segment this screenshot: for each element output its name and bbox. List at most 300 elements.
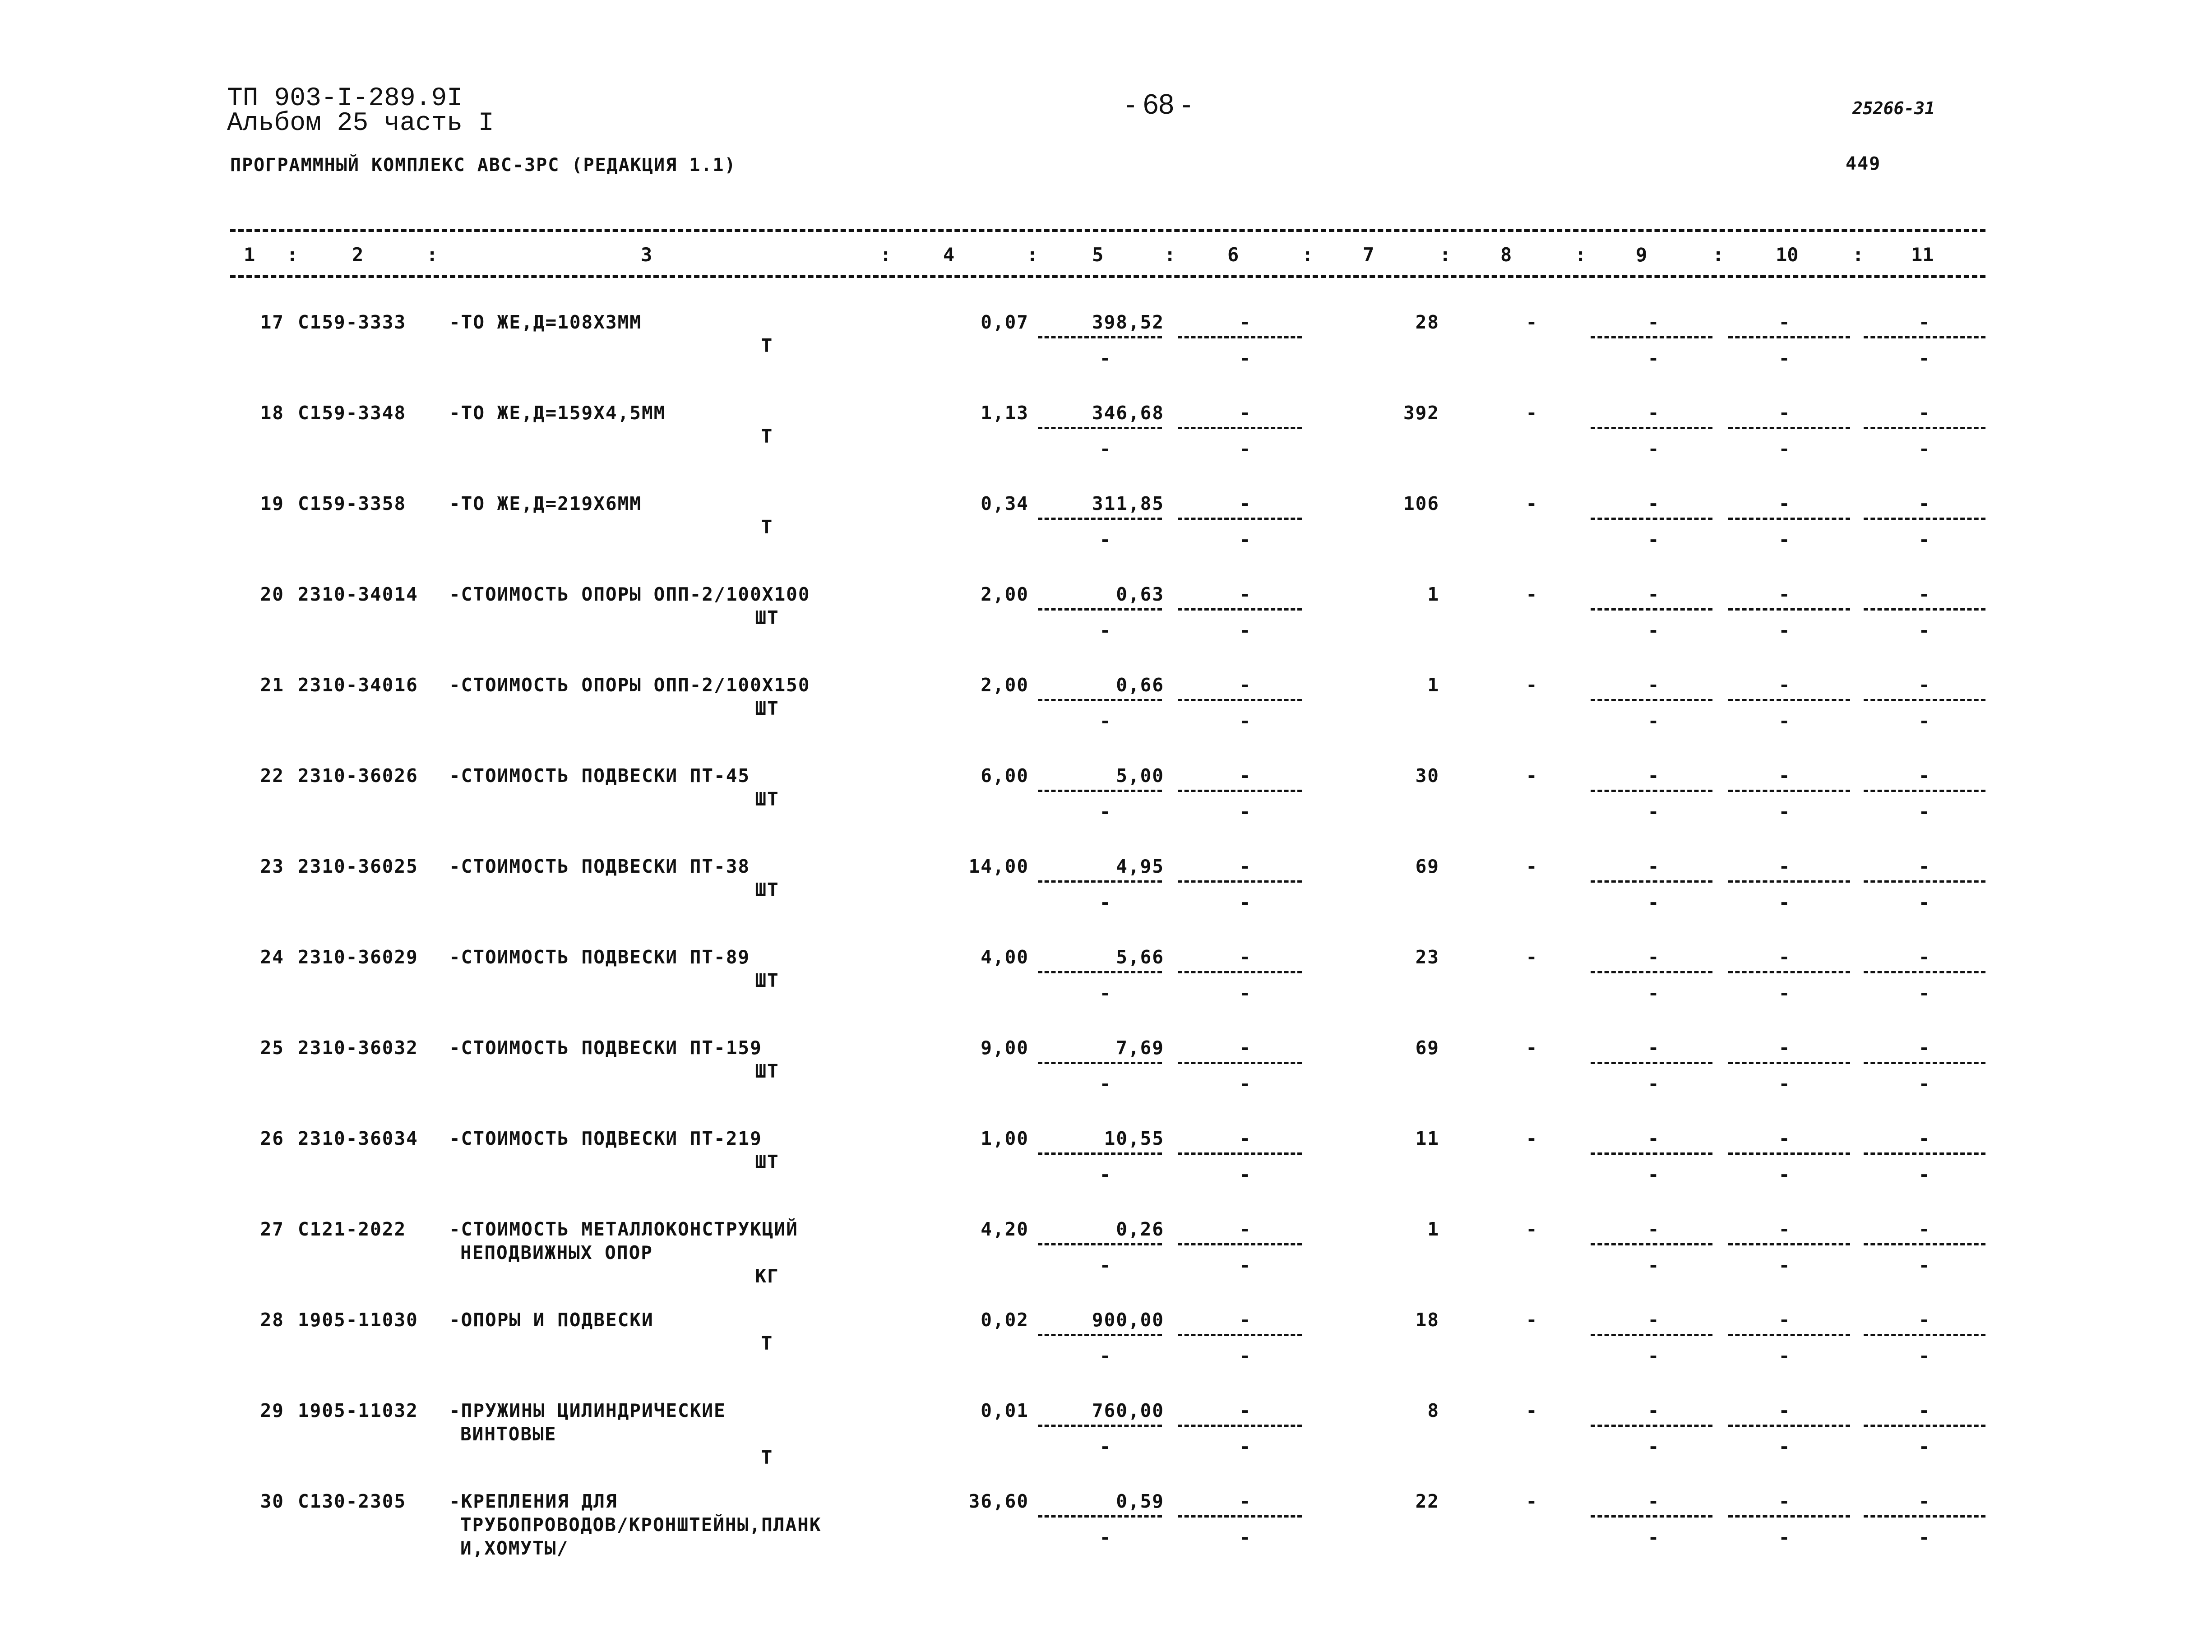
col-6-lower-value: - — [1239, 620, 1252, 641]
col-lower-value: - — [1918, 1073, 1931, 1095]
col-6-value: - — [1239, 583, 1252, 605]
col-value: - — [1647, 856, 1660, 877]
unit-price: 4,95 — [1116, 856, 1164, 877]
unit-price: 0,66 — [1116, 674, 1164, 696]
cell-divider-line — [1038, 336, 1162, 338]
unit-price: 346,68 — [1092, 402, 1164, 424]
col-7-value: 18 — [1415, 1309, 1439, 1331]
col-7-value: 69 — [1415, 1037, 1439, 1059]
col-7-value: 1 — [1427, 1218, 1439, 1240]
col-5-lower-value: - — [1099, 1164, 1112, 1185]
unit-of-measure: Т — [761, 1333, 773, 1354]
col-7-value: 69 — [1415, 856, 1439, 877]
column-separator: : — [1852, 244, 1864, 266]
cell-divider-line — [1178, 880, 1302, 883]
col-8-value: - — [1526, 493, 1538, 514]
unit-price: 311,85 — [1092, 493, 1164, 514]
col-lower-value: - — [1918, 620, 1931, 641]
col-lower-value: - — [1778, 620, 1791, 641]
cell-divider-line — [1038, 880, 1162, 883]
resource-description: -СТОИМОСТЬ ПОДВЕСКИ ПТ-219 — [449, 1128, 762, 1149]
resource-description: -СТОИМОСТЬ ПОДВЕСКИ ПТ-159 — [449, 1037, 762, 1059]
col-value: - — [1918, 1309, 1931, 1331]
col-5-lower-value: - — [1099, 892, 1112, 913]
col-6-value: - — [1239, 1218, 1252, 1240]
col-value: - — [1918, 1128, 1931, 1149]
cell-divider-line — [1038, 608, 1162, 611]
unit-price: 760,00 — [1092, 1400, 1164, 1421]
row-number: 26 — [260, 1128, 284, 1149]
column-header-3: 3 — [641, 244, 652, 266]
col-value: - — [1918, 1218, 1931, 1240]
quantity: 0,02 — [981, 1309, 1029, 1331]
col-5-lower-value: - — [1099, 1073, 1112, 1095]
cell-divider-line — [1038, 1152, 1162, 1155]
cell-divider-line — [1728, 1425, 1850, 1427]
header-top-rule — [230, 229, 1985, 232]
col-value: - — [1647, 1037, 1660, 1059]
unit-price: 0,59 — [1116, 1490, 1164, 1512]
col-value: - — [1918, 946, 1931, 968]
unit-price: 398,52 — [1092, 311, 1164, 333]
col-lower-value: - — [1647, 892, 1660, 913]
resource-description: -СТОИМОСТЬ ПОДВЕСКИ ПТ-38 — [449, 856, 750, 877]
row-number: 20 — [260, 583, 284, 605]
resource-description: -ТО ЖЕ,Д=159Х4,5ММ — [449, 402, 666, 424]
unit-price: 0,26 — [1116, 1218, 1164, 1240]
row-number: 17 — [260, 311, 284, 333]
col-value: - — [1778, 1490, 1791, 1512]
row-number: 21 — [260, 674, 284, 696]
column-header-10: 10 — [1776, 244, 1799, 266]
cell-divider-line — [1864, 1152, 1985, 1155]
unit-of-measure: Т — [761, 516, 773, 538]
col-value: - — [1778, 583, 1791, 605]
col-lower-value: - — [1778, 1527, 1791, 1548]
unit-of-measure: Т — [761, 426, 773, 447]
cell-divider-line — [1728, 518, 1850, 520]
quantity: 1,13 — [981, 402, 1029, 424]
column-header-11: 11 — [1911, 244, 1934, 266]
table-row — [0, 1037, 2212, 1127]
resource-code: 1905-11030 — [298, 1309, 418, 1331]
col-lower-value: - — [1778, 1073, 1791, 1095]
cell-divider-line — [1038, 1425, 1162, 1427]
col-value: - — [1778, 674, 1791, 696]
col-5-lower-value: - — [1099, 801, 1112, 823]
quantity: 4,20 — [981, 1218, 1029, 1240]
col-value: - — [1647, 311, 1660, 333]
cell-divider-line — [1038, 699, 1162, 701]
col-lower-value: - — [1778, 710, 1791, 732]
quantity: 36,60 — [968, 1490, 1029, 1512]
col-7-value: 106 — [1403, 493, 1439, 514]
quantity: 1,00 — [981, 1128, 1029, 1149]
col-7-value: 1 — [1427, 583, 1439, 605]
col-6-value: - — [1239, 493, 1252, 514]
column-separator: : — [287, 244, 298, 266]
col-6-lower-value: - — [1239, 1345, 1252, 1367]
row-number: 30 — [260, 1490, 284, 1512]
cell-divider-line — [1591, 790, 1712, 792]
col-lower-value: - — [1918, 1436, 1931, 1458]
col-value: - — [1918, 1037, 1931, 1059]
cell-divider-line — [1728, 971, 1850, 973]
col-value: - — [1918, 1400, 1931, 1421]
col-lower-value: - — [1778, 438, 1791, 460]
column-separator: : — [1027, 244, 1038, 266]
col-7-value: 392 — [1403, 402, 1439, 424]
cell-divider-line — [1864, 1515, 1985, 1518]
col-lower-value: - — [1778, 982, 1791, 1004]
col-value: - — [1647, 1218, 1660, 1240]
col-6-value: - — [1239, 1309, 1252, 1331]
cell-divider-line — [1038, 971, 1162, 973]
document-code: ТП 903-I-289.9I — [227, 84, 463, 113]
unit-price: 5,66 — [1116, 946, 1164, 968]
cell-divider-line — [1038, 1243, 1162, 1245]
cell-divider-line — [1864, 699, 1985, 701]
col-6-lower-value: - — [1239, 710, 1252, 732]
quantity: 14,00 — [968, 856, 1029, 877]
quantity: 2,00 — [981, 674, 1029, 696]
resource-description: -ПРУЖИНЫ ЦИЛИНДРИЧЕСКИЕ — [449, 1400, 726, 1421]
cell-divider-line — [1178, 699, 1302, 701]
col-lower-value: - — [1778, 1164, 1791, 1185]
resource-description: НЕПОДВИЖНЫХ ОПОР — [460, 1242, 653, 1263]
col-value: - — [1918, 674, 1931, 696]
col-8-value: - — [1526, 765, 1538, 787]
cell-divider-line — [1591, 1243, 1712, 1245]
cell-divider-line — [1864, 1425, 1985, 1427]
page-number: - 68 - — [1126, 89, 1191, 120]
table-row — [0, 1218, 2212, 1309]
table-row — [0, 493, 2212, 583]
cell-divider-line — [1728, 790, 1850, 792]
col-lower-value: - — [1918, 801, 1931, 823]
resource-description: -СТОИМОСТЬ ОПОРЫ ОПП-2/100Х150 — [449, 674, 810, 696]
quantity: 0,01 — [981, 1400, 1029, 1421]
table-row — [0, 856, 2212, 946]
unit-price: 10,55 — [1104, 1128, 1164, 1149]
col-6-value: - — [1239, 1400, 1252, 1421]
col-lower-value: - — [1918, 1345, 1931, 1367]
col-5-lower-value: - — [1099, 1527, 1112, 1548]
column-header-7: 7 — [1363, 244, 1374, 266]
resource-code: С159-3348 — [298, 402, 407, 424]
col-lower-value: - — [1647, 1254, 1660, 1276]
cell-divider-line — [1728, 427, 1850, 429]
col-6-lower-value: - — [1239, 347, 1252, 369]
col-lower-value: - — [1918, 1164, 1931, 1185]
cell-divider-line — [1728, 1334, 1850, 1336]
col-value: - — [1647, 493, 1660, 514]
col-8-value: - — [1526, 946, 1538, 968]
cell-divider-line — [1038, 1515, 1162, 1518]
cell-divider-line — [1864, 971, 1985, 973]
table-row — [0, 311, 2212, 402]
table-row — [0, 765, 2212, 855]
col-value: - — [1778, 1037, 1791, 1059]
col-5-lower-value: - — [1099, 529, 1112, 551]
column-header-9: 9 — [1636, 244, 1647, 266]
cell-divider-line — [1728, 880, 1850, 883]
cell-divider-line — [1038, 1062, 1162, 1064]
table-row — [0, 946, 2212, 1037]
col-value: - — [1778, 1400, 1791, 1421]
cell-divider-line — [1591, 1515, 1712, 1518]
col-6-lower-value: - — [1239, 982, 1252, 1004]
col-lower-value: - — [1918, 892, 1931, 913]
col-6-value: - — [1239, 765, 1252, 787]
cell-divider-line — [1178, 1243, 1302, 1245]
col-5-lower-value: - — [1099, 1345, 1112, 1367]
col-lower-value: - — [1647, 438, 1660, 460]
unit-of-measure: ШТ — [755, 970, 779, 991]
col-7-value: 11 — [1415, 1128, 1439, 1149]
col-8-value: - — [1526, 1128, 1538, 1149]
resource-description: -СТОИМОСТЬ ОПОРЫ ОПП-2/100Х100 — [449, 583, 810, 605]
cell-divider-line — [1864, 427, 1985, 429]
col-8-value: - — [1526, 1309, 1538, 1331]
col-6-lower-value: - — [1239, 1254, 1252, 1276]
col-lower-value: - — [1647, 982, 1660, 1004]
resource-description: -ТО ЖЕ,Д=108Х3ММ — [449, 311, 642, 333]
col-lower-value: - — [1918, 1254, 1931, 1276]
col-lower-value: - — [1647, 1345, 1660, 1367]
column-separator: : — [1575, 244, 1587, 266]
col-5-lower-value: - — [1099, 438, 1112, 460]
resource-description: -ТО ЖЕ,Д=219Х6ММ — [449, 493, 642, 514]
unit-of-measure: ШТ — [755, 698, 779, 719]
col-7-value: 30 — [1415, 765, 1439, 787]
col-value: - — [1647, 1400, 1660, 1421]
cell-divider-line — [1728, 1152, 1850, 1155]
album-label: Альбом 25 часть I — [227, 109, 494, 138]
col-value: - — [1778, 1218, 1791, 1240]
quantity: 6,00 — [981, 765, 1029, 787]
resource-code: 2310-36025 — [298, 856, 418, 877]
col-value: - — [1918, 856, 1931, 877]
resource-code: С159-3333 — [298, 311, 407, 333]
unit-of-measure: ШТ — [755, 1060, 779, 1082]
row-number: 22 — [260, 765, 284, 787]
unit-price: 900,00 — [1092, 1309, 1164, 1331]
row-number: 27 — [260, 1218, 284, 1240]
column-separator: : — [1712, 244, 1724, 266]
cell-divider-line — [1864, 336, 1985, 338]
col-lower-value: - — [1647, 1164, 1660, 1185]
col-value: - — [1918, 765, 1931, 787]
col-value: - — [1647, 765, 1660, 787]
program-title: ПРОГРАММНЫЙ КОМПЛЕКС АВС-3РС (РЕДАКЦИЯ 1.1) — [230, 155, 736, 176]
col-lower-value: - — [1647, 1073, 1660, 1095]
col-8-value: - — [1526, 674, 1538, 696]
row-number: 23 — [260, 856, 284, 877]
resource-description: И,ХОМУТЫ/ — [460, 1537, 569, 1559]
col-6-lower-value: - — [1239, 1527, 1252, 1548]
column-header-6: 6 — [1227, 244, 1239, 266]
resource-description: ТРУБОПРОВОДОВ/КРОНШТЕЙНЫ,ПЛАНК — [460, 1514, 822, 1536]
col-5-lower-value: - — [1099, 710, 1112, 732]
unit-price: 0,63 — [1116, 583, 1164, 605]
col-value: - — [1778, 1128, 1791, 1149]
col-lower-value: - — [1647, 1436, 1660, 1458]
col-value: - — [1647, 1309, 1660, 1331]
resource-code: 2310-36026 — [298, 765, 418, 787]
col-lower-value: - — [1647, 710, 1660, 732]
unit-price: 7,69 — [1116, 1037, 1164, 1059]
table-row — [0, 583, 2212, 674]
resource-description: -ОПОРЫ И ПОДВЕСКИ — [449, 1309, 654, 1331]
cell-divider-line — [1864, 880, 1985, 883]
col-5-lower-value: - — [1099, 620, 1112, 641]
reference-number: 25266-31 — [1852, 98, 1935, 118]
col-value: - — [1918, 1490, 1931, 1512]
cell-divider-line — [1178, 518, 1302, 520]
col-8-value: - — [1526, 856, 1538, 877]
resource-description: -СТОИМОСТЬ ПОДВЕСКИ ПТ-89 — [449, 946, 750, 968]
cell-divider-line — [1728, 1515, 1850, 1518]
resource-description: -СТОИМОСТЬ МЕТАЛЛОКОНСТРУКЦИЙ — [449, 1218, 798, 1240]
col-value: - — [1647, 1490, 1660, 1512]
quantity: 0,34 — [981, 493, 1029, 514]
col-value: - — [1778, 493, 1791, 514]
column-separator: : — [1164, 244, 1176, 266]
col-lower-value: - — [1918, 347, 1931, 369]
col-lower-value: - — [1918, 710, 1931, 732]
col-8-value: - — [1526, 1400, 1538, 1421]
column-separator: : — [1439, 244, 1451, 266]
table-row — [0, 674, 2212, 764]
cell-divider-line — [1591, 1062, 1712, 1064]
cell-divider-line — [1178, 427, 1302, 429]
table-row — [0, 402, 2212, 492]
col-7-value: 28 — [1415, 311, 1439, 333]
cell-divider-line — [1864, 790, 1985, 792]
unit-of-measure: КГ — [755, 1265, 779, 1287]
unit-of-measure: ШТ — [755, 879, 779, 901]
col-5-lower-value: - — [1099, 1436, 1112, 1458]
quantity: 9,00 — [981, 1037, 1029, 1059]
col-6-lower-value: - — [1239, 1436, 1252, 1458]
col-value: - — [1918, 493, 1931, 514]
col-lower-value: - — [1647, 347, 1660, 369]
column-header-2: 2 — [352, 244, 364, 266]
unit-of-measure: ШТ — [755, 607, 779, 629]
col-lower-value: - — [1918, 438, 1931, 460]
cell-divider-line — [1591, 971, 1712, 973]
col-6-lower-value: - — [1239, 892, 1252, 913]
col-6-value: - — [1239, 1037, 1252, 1059]
cell-divider-line — [1591, 427, 1712, 429]
col-6-lower-value: - — [1239, 529, 1252, 551]
column-header-8: 8 — [1500, 244, 1512, 266]
table-row — [0, 1400, 2212, 1490]
col-value: - — [1778, 765, 1791, 787]
header-bottom-rule — [230, 275, 1985, 278]
col-5-lower-value: - — [1099, 347, 1112, 369]
resource-description: -СТОИМОСТЬ ПОДВЕСКИ ПТ-45 — [449, 765, 750, 787]
col-value: - — [1647, 946, 1660, 968]
col-8-value: - — [1526, 402, 1538, 424]
column-separator: : — [1302, 244, 1314, 266]
col-lower-value: - — [1918, 982, 1931, 1004]
col-lower-value: - — [1778, 347, 1791, 369]
col-lower-value: - — [1778, 529, 1791, 551]
col-5-lower-value: - — [1099, 982, 1112, 1004]
col-value: - — [1647, 1128, 1660, 1149]
col-6-value: - — [1239, 856, 1252, 877]
col-value: - — [1918, 402, 1931, 424]
col-value: - — [1778, 311, 1791, 333]
col-6-value: - — [1239, 311, 1252, 333]
col-lower-value: - — [1647, 620, 1660, 641]
col-lower-value: - — [1918, 529, 1931, 551]
row-number: 29 — [260, 1400, 284, 1421]
unit-of-measure: ШТ — [755, 788, 779, 810]
col-value: - — [1647, 674, 1660, 696]
col-lower-value: - — [1778, 801, 1791, 823]
column-header-1: 1 — [244, 244, 255, 266]
col-7-value: 22 — [1415, 1490, 1439, 1512]
col-7-value: 8 — [1427, 1400, 1439, 1421]
quantity: 0,07 — [981, 311, 1029, 333]
table-row — [0, 1490, 2212, 1581]
quantity: 4,00 — [981, 946, 1029, 968]
sheet-number: 449 — [1846, 153, 1881, 174]
cell-divider-line — [1178, 1152, 1302, 1155]
quantity: 2,00 — [981, 583, 1029, 605]
row-number: 25 — [260, 1037, 284, 1059]
col-6-value: - — [1239, 946, 1252, 968]
col-value: - — [1778, 1309, 1791, 1331]
cell-divider-line — [1178, 971, 1302, 973]
cell-divider-line — [1864, 1334, 1985, 1336]
cell-divider-line — [1038, 1334, 1162, 1336]
resource-code: С121-2022 — [298, 1218, 407, 1240]
resource-code: 2310-36029 — [298, 946, 418, 968]
cell-divider-line — [1038, 790, 1162, 792]
col-7-value: 23 — [1415, 946, 1439, 968]
col-value: - — [1918, 311, 1931, 333]
col-6-value: - — [1239, 1128, 1252, 1149]
col-value: - — [1778, 946, 1791, 968]
cell-divider-line — [1178, 1515, 1302, 1518]
cell-divider-line — [1591, 699, 1712, 701]
cell-divider-line — [1864, 1243, 1985, 1245]
cell-divider-line — [1178, 608, 1302, 611]
resource-code: 2310-36034 — [298, 1128, 418, 1149]
col-8-value: - — [1526, 1037, 1538, 1059]
resource-code: 2310-34016 — [298, 674, 418, 696]
cell-divider-line — [1591, 1334, 1712, 1336]
col-6-value: - — [1239, 674, 1252, 696]
col-lower-value: - — [1778, 1254, 1791, 1276]
resource-code: 1905-11032 — [298, 1400, 418, 1421]
row-number: 18 — [260, 402, 284, 424]
row-number: 24 — [260, 946, 284, 968]
resource-code: 2310-36032 — [298, 1037, 418, 1059]
cell-divider-line — [1864, 608, 1985, 611]
col-lower-value: - — [1647, 1527, 1660, 1548]
col-7-value: 1 — [1427, 674, 1439, 696]
cell-divider-line — [1178, 336, 1302, 338]
resource-description: ВИНТОВЫЕ — [460, 1423, 557, 1445]
col-value: - — [1647, 402, 1660, 424]
resource-code: С130-2305 — [298, 1490, 407, 1512]
resource-code: 2310-34014 — [298, 583, 418, 605]
